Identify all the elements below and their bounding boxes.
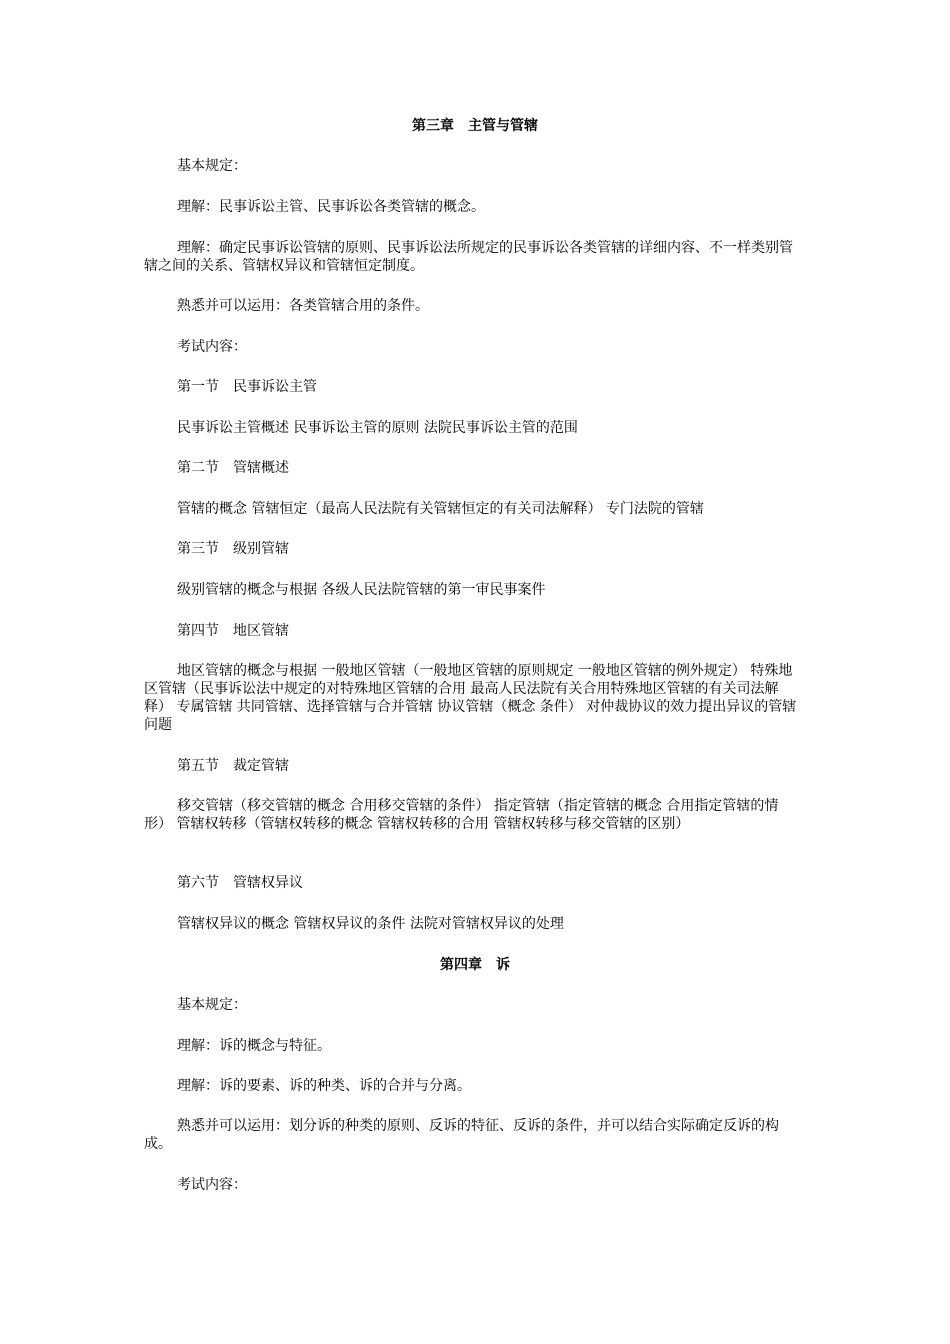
section-1-content: 民事诉讼主管概述 民事诉讼主管的原则 法院民事诉讼主管的范围 [177, 420, 578, 436]
chapter4-title: 第四章 诉 [440, 957, 510, 973]
chapter3-exam-content: 考试内容： [177, 339, 247, 355]
section-5-content: 移交管辖（移交管辖的概念 合用移交管辖的条件） 指定管辖（指定管辖的概念 合用指定管辖的情形） 管辖权转移（管辖权转移的概念 管辖权转移的合用 管辖权转移与移交管辖的区别） [144, 798, 779, 832]
chapter3-basic-rules: 基本规定： [177, 158, 247, 174]
chapter4-basic-rules: 基本规定： [177, 997, 247, 1013]
section-4-content: 地区管辖的概念与根据 一般地区管辖（一般地区管辖的原则规定 一般地区管辖的例外规定） 特殊地区管辖（民事诉讼法中规定的对特殊地区管辖的合用 最高人民法院有关合用特殊地区管辖的有关司法解释） 专属管辖 共同管辖、选择管辖与合并管辖 协议管辖（概念 条件） 对仲裁协议的效力提出异议的管辖问题 [144, 663, 797, 733]
chapter3-title: 第三章 主管与管辖 [412, 118, 538, 134]
chapter4-exam-content: 考试内容： [177, 1177, 247, 1193]
chapter3-understand-1: 理解：民事诉讼主管、民事诉讼各类管辖的概念。 [177, 199, 485, 215]
section-3-title: 第三节 级别管辖 [177, 541, 289, 557]
section-2-content: 管辖的概念 管辖恒定（最高人民法院有关管辖恒定的有关司法解释） 专门法院的管辖 [177, 501, 704, 517]
section-5-title: 第五节 裁定管辖 [177, 758, 289, 774]
section-6-content: 管辖权异议的概念 管辖权异议的条件 法院对管辖权异议的处理 [177, 916, 564, 932]
section-6-title: 第六节 管辖权异议 [177, 875, 303, 891]
section-4-title: 第四节 地区管辖 [177, 623, 289, 639]
section-2-title: 第二节 管辖概述 [177, 460, 289, 476]
chapter4-understand-2: 理解：诉的要素、诉的种类、诉的合并与分离。 [177, 1078, 471, 1094]
chapter3-familiar: 熟悉并可以运用：各类管辖合用的条件。 [177, 298, 429, 314]
section-3-content: 级别管辖的概念与根据 各级人民法院管辖的第一审民事案件 [177, 582, 546, 598]
chapter4-familiar: 熟悉并可以运用：划分诉的种类的原则、反诉的特征、反诉的条件，并可以结合实际确定反诉的构成。 [144, 1118, 779, 1152]
chapter4-understand-1: 理解：诉的概念与特征。 [177, 1038, 331, 1054]
chapter3-understand-2: 理解：确定民事诉讼管辖的原则、民事诉讼法所规定的民事诉讼各类管辖的详细内容、不一样类别管辖之间的关系、管辖权异议和管辖恒定制度。 [144, 240, 793, 274]
section-1-title: 第一节 民事诉讼主管 [177, 379, 317, 395]
